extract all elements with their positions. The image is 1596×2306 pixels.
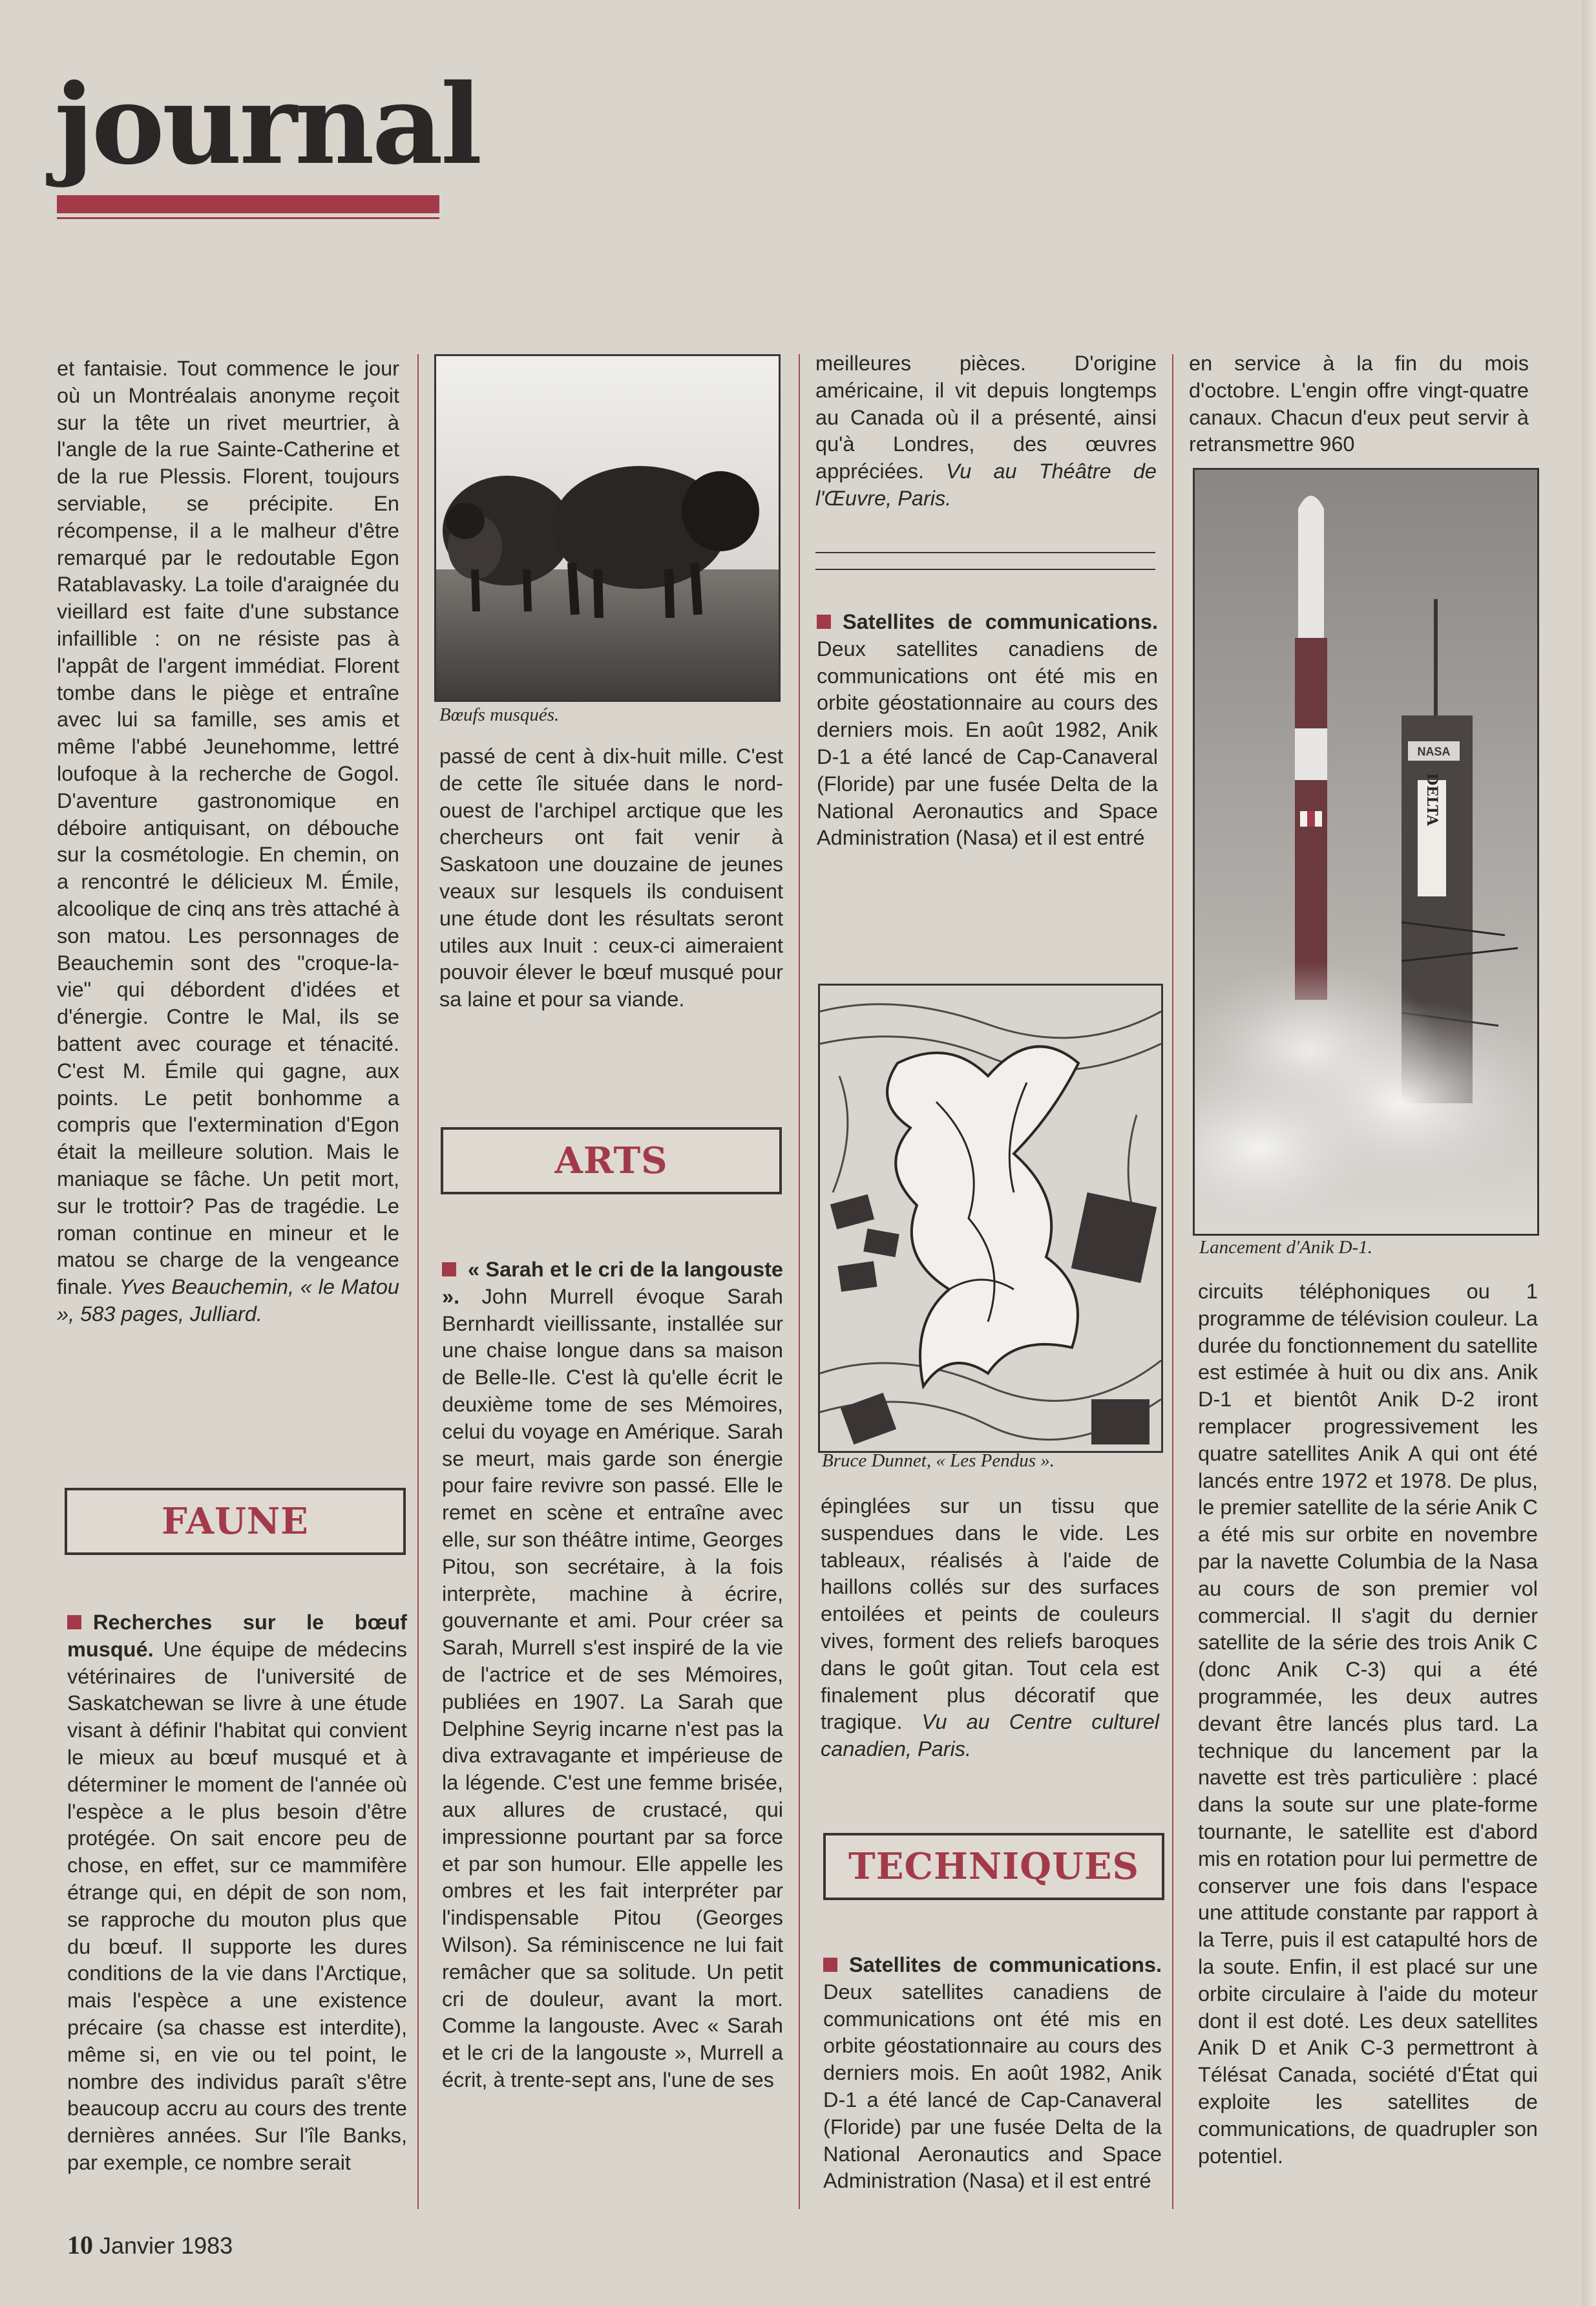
divider-rule-2 <box>815 569 1155 570</box>
column-3-top: meilleures pièces. D'origine américaine, il vit depuis longtemps au Canada où il a présenté, ainsi qu'à Londres, des œuvres appréciées. Vu au Théâtre de l'Œuvre, Paris. <box>815 352 1157 510</box>
photo-lancement-anik <box>1193 468 1539 1236</box>
bullet-square-icon <box>817 615 831 629</box>
article-sarah: « Sarah et le cri de la langouste ». John Murrell évoque Sarah Bernhardt vieillissante, installée sur une chaise longue dans sa maison de Belle-Ile. C'est là qu'elle écrit le deuxième tome de ses Mémoires, celui du voyage en Amérique. Sarah se meurt, mais garde son énergie pour faire revivre son passé. Elle le remet en scène et entraîne avec elle, sur son théâtre intime, Georges Pitou, son secrétaire, à la fois interprète, machine à écrire, gouvernante et ami. Pour créer sa Sarah, Murrell s'est inspiré de la vie de l'actrice et de ses Mémoires, publiées en 1907. La Sarah que Delphine Seyrig incarne n'est pas la diva extravagante et impérieuse de la légende. C'est une femme brisée, aux allures de crustacé, qui impressionne pourtant par sa force et par son humour. Elle appelle les ombres et les fait interpréter par l'indispensable Pitou (Georges Wilson). Sa réminiscence ne lui fait remâcher que sa solitude. Un petit cri de douleur, avant la mort. Comme la langouste. Avec « Sarah et le cri de la langouste », Murrell a écrit, à trente-sept ans, l'une de ses <box>442 1258 783 2091</box>
photo-caption-boeufs: Bœufs musqués. <box>439 704 560 725</box>
page-edge <box>1582 0 1596 2306</box>
column-rule-2 <box>799 354 800 2209</box>
column-3-article <box>817 609 1158 852</box>
column-4-article: circuits téléphoniques ou 1 programme de télévision couleur. La durée du fonctionnement du satellite est estimée à huit ou dix ans. Anik D-1 et bientôt Anik D-2 iront remplacer progressivement les quatre satellites Anik A qui ont été lancés entre 1972 et 1978. De plus, le premier satellite de la série Anik C a été mis sur orbite en novembre par la navette Columbia de la Nasa au cours de son premier vol commercial. Il s'agit du dernier satellite de la série des trois Anik C (donc Anik C-3) qui a été programmée, les deux autres devant être lancés plus tard. La technique du lancement par la navette est très particulière : placé dans la soute sur une plate-forme tournante, le satellite est d'abord mis en rotation pour lui permettre de conserver une fois dans l'espace une attitude constante par rapport à la Terre, puis il est catapulté hors de la soute. Enfin, il est placé sur une orbite circulaire à l'aide du moteur dont il est doté. Les deux satellites Anik D et Anik C-3 permettront à Télésat Canada, société d'État qui exploite les satellites de communications, de quadrupler son potentiel. <box>1198 1280 1538 2168</box>
nasa-label: NASA <box>1417 745 1451 758</box>
delta-label: DELTA <box>1423 773 1440 826</box>
photo-caption-pendus: Bruce Dunnet, « Les Pendus ». <box>822 1450 1055 1471</box>
page-number: 10 <box>67 2230 93 2259</box>
photo-les-pendus <box>818 984 1163 1453</box>
section-heading-arts: ARTS <box>441 1127 782 1194</box>
article-satellites: Satellites de communications. Deux satellites canadiens de communications ont été mis en orbite géostationnaire au cours des derniers mois. En août 1982, Anik D-1 a été lancé de Cap-Canaveral (Floride) par une fusée Delta de la National Aeronautics and Space Administration (Nasa) et il est entré <box>823 1953 1162 2193</box>
column-1-article <box>67 1609 407 2177</box>
page-footer <box>67 2230 233 2260</box>
section-heading-faune: FAUNE <box>65 1488 406 1555</box>
article-bruce-dunnet: Satellites de communications. Deux satellites canadiens de communications ont été mis en orbite géostationnaire au cours des derniers mois. En août 1982, Anik D-1 a été lancé de Cap-Canaveral (Floride) par une fusée Delta de la National Aeronautics and Space Administration (Nasa) et il est entré <box>817 610 1158 850</box>
photo-caption-anik: Lancement d'Anik D-1. <box>1199 1237 1372 1258</box>
column-3-middle: épinglées sur un tissu que suspendues dans le vide. Les tableaux, réalisés à l'aide de haillons collés sur des surfaces entoilées et peints de couleurs vives, forment des reliefs baroques dans le goût gitan. Tout cela est finalement plus décoratif que tragique. Vu au Centre culturel canadien, Paris. <box>821 1494 1159 1761</box>
section-heading-techniques: TECHNIQUES <box>823 1833 1164 1900</box>
exhibition-credit: Vu au Centre culturel canadien, Paris. <box>821 1710 1159 1761</box>
divider-rule-1 <box>815 552 1155 553</box>
book-credit: Yves Beauchemin, « le Matou », 583 pages, Julliard. <box>57 1275 399 1326</box>
column-3-article-2 <box>823 1952 1162 2195</box>
masthead-rule <box>57 217 439 219</box>
column-rule-3 <box>1172 354 1173 2209</box>
column-rule-1 <box>417 354 419 2209</box>
play-credit: Vu au Théâtre de l'Œuvre, Paris. <box>815 460 1157 510</box>
bullet-square-icon <box>823 1958 837 1972</box>
column-1-top <box>57 355 399 1328</box>
article-boeuf-musque: Recherches sur le bœuf musqué. Une équipe de médecins vétérinaires de l'université de Saskatchewan se livre à une étude visant à définir l'habitat qui convient le mieux au bœuf musqué et à déterminer le moment de l'année où l'espèce a le plus besoin d'être protégée. On sait encore peu de chose, en effet, sur ce mammifère étrange qui, en dépit de son nom, se rapproche du mouton plus que du bœuf. Il supporte les dures conditions de la vie dans l'Arctique, mais l'espèce a une existence précaire (sa chasse est interdite), même si, en vie ou tel point, le nombre des individus paraît s'être beaucoup accru au cours des trente dernières années. Sur l'île Banks, par exemple, ce nombre serait <box>67 1611 407 2174</box>
column-2-top: passé de cent à dix-huit mille. C'est de cette île située dans le nord-ouest de l'archipel arctique que les chercheurs ont fait venir à Saskatoon une douzaine de jeunes veaux sur lesquels ils conduisent une étude dont les résultats seront utiles aux Inuit : ceux-ci aimeraient pouvoir élever le bœuf musqué pour sa laine et pour sa viande. <box>439 745 783 1011</box>
photo-boeufs-musques <box>434 354 781 702</box>
pendus-artwork-image <box>820 986 1161 1451</box>
column-4-top: en service à la fin du mois d'octobre. L'engin offre vingt-quatre canaux. Chacun d'eux peut servir à retransmettre 960 <box>1189 352 1529 456</box>
masthead-bar <box>57 195 439 213</box>
column-2-article <box>442 1256 783 2094</box>
rocket-launch-image <box>1195 470 1537 1234</box>
muskox-image <box>436 356 779 700</box>
column-1-paragraph: et fantaisie. Tout commence le jour où un Montréalais anonyme reçoit sur la tête un rivet meurtrier, à l'angle de la rue Sainte-Catherine et de la rue Plessis. Florent, toujours serviable, se précipite. En récompense, il a le malheur d'être remarqué par le redoutable Egon Ratablavasky. La toile d'araignée du vieillard est faite d'une substance infaillible : on ne résiste pas à l'appât de l'argent immédiat. Florent tombe dans le piège et entraîne avec lui sa famille, ses amis et même l'abbé Jeunehomme, lettré loufoque à la recherche de Gogol. D'aventure gastronomique en déboire antiquisant, on débouche sur la cosmétologie. En chemin, on a rencontré le délicieux M. Émile, alcoolique de cinq ans très attaché à son matou. Les personnages de Beauchemin sont des "croque-la-vie" qui débordent d'idées et d'énergie. Contre le Mal, ils se battent avec courage et ténacité. C'est M. Émile qui gagne, aux points. Le petit bonhomme a compris que l'extermination d'Egon était la meilleure solution. Mais le maniaque se fâche. Un petit mort, sur le trottoir? Pas de tragédie. Le roman continue en mineur et le matou se charge de la vengeance finale. Yves Beauchemin, « le Matou », 583 pages, Julliard. <box>57 357 399 1326</box>
bullet-square-icon <box>67 1615 81 1629</box>
bullet-square-icon <box>442 1262 456 1276</box>
issue-date: Janvier 1983 <box>100 2232 233 2259</box>
masthead-title: journal <box>54 60 480 189</box>
